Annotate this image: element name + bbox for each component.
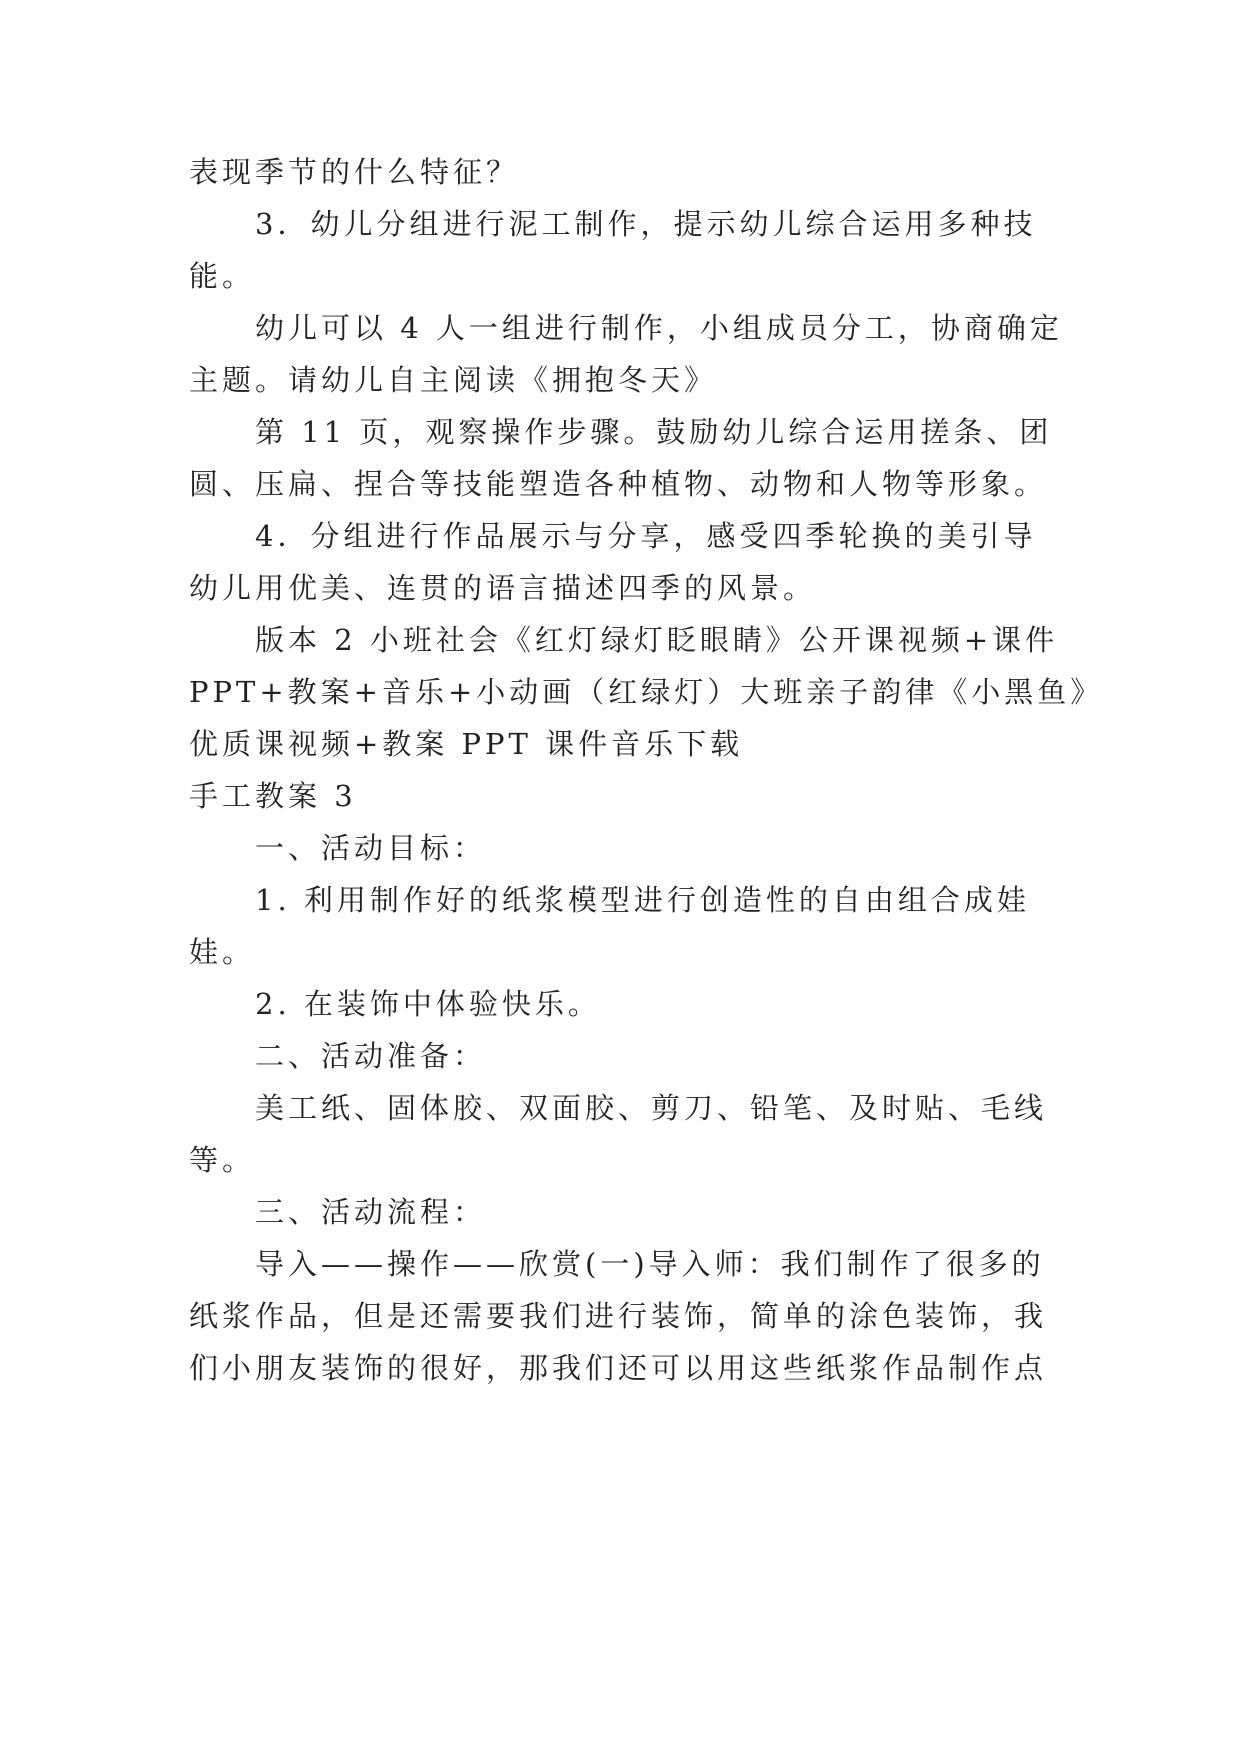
text-line-22: 导入——操作——欣赏(一)导入师：我们制作了很多的 — [255, 1247, 1045, 1281]
text-line-18: 二、活动准备： — [255, 1039, 487, 1073]
text-line-7: 圆、压扁、捏合等技能塑造各种植物、动物和人物等形象。 — [189, 467, 1048, 501]
text-line-24: 们小朋友装饰的很好，那我们还可以用这些纸浆作品制作点 — [189, 1351, 1048, 1385]
text-line-6: 第 11 页，观察操作步骤。鼓励幼儿综合运用搓条、团 — [255, 415, 1053, 449]
text-line-1: 表现季节的什么特征？ — [189, 155, 520, 189]
text-line-10: 版本 2 小班社会《红灯绿灯眨眼睛》公开课视频+课件 — [255, 623, 1059, 657]
text-line-20: 等。 — [189, 1143, 256, 1177]
text-line-8: 4．分组进行作品展示与分享，感受四季轮换的美引导 — [255, 519, 1037, 553]
text-line-4: 幼儿可以 4 人一组进行制作，小组成员分工，协商确定 — [255, 311, 1063, 345]
text-line-14: 一、活动目标： — [255, 831, 487, 865]
text-line-15: 1. 利用制作好的纸浆模型进行创造性的自由组合成娃 — [255, 883, 1030, 917]
text-line-2: 3．幼儿分组进行泥工制作，提示幼儿综合运用多种技 — [255, 207, 1037, 241]
section-heading: 手工教案 3 — [189, 779, 357, 813]
text-line-11: PPT+教案+音乐+小动画（红绿灯）大班亲子韵律《小黑鱼》 — [189, 675, 1104, 709]
text-line-23: 纸浆作品，但是还需要我们进行装饰，简单的涂色装饰，我 — [189, 1299, 1048, 1333]
text-line-17: 2. 在装饰中体验快乐。 — [255, 987, 601, 1021]
text-line-9: 幼儿用优美、连贯的语言描述四季的风景。 — [189, 571, 817, 605]
text-line-5: 主题。请幼儿自主阅读《拥抱冬天》 — [189, 363, 718, 397]
text-line-21: 三、活动流程： — [255, 1195, 487, 1229]
text-line-3: 能。 — [189, 259, 256, 293]
text-line-19: 美工纸、固体胶、双面胶、剪刀、铅笔、及时贴、毛线 — [255, 1091, 1048, 1125]
text-line-16: 娃。 — [189, 935, 256, 969]
text-line-12: 优质课视频+教案 PPT 课件音乐下载 — [189, 727, 744, 761]
